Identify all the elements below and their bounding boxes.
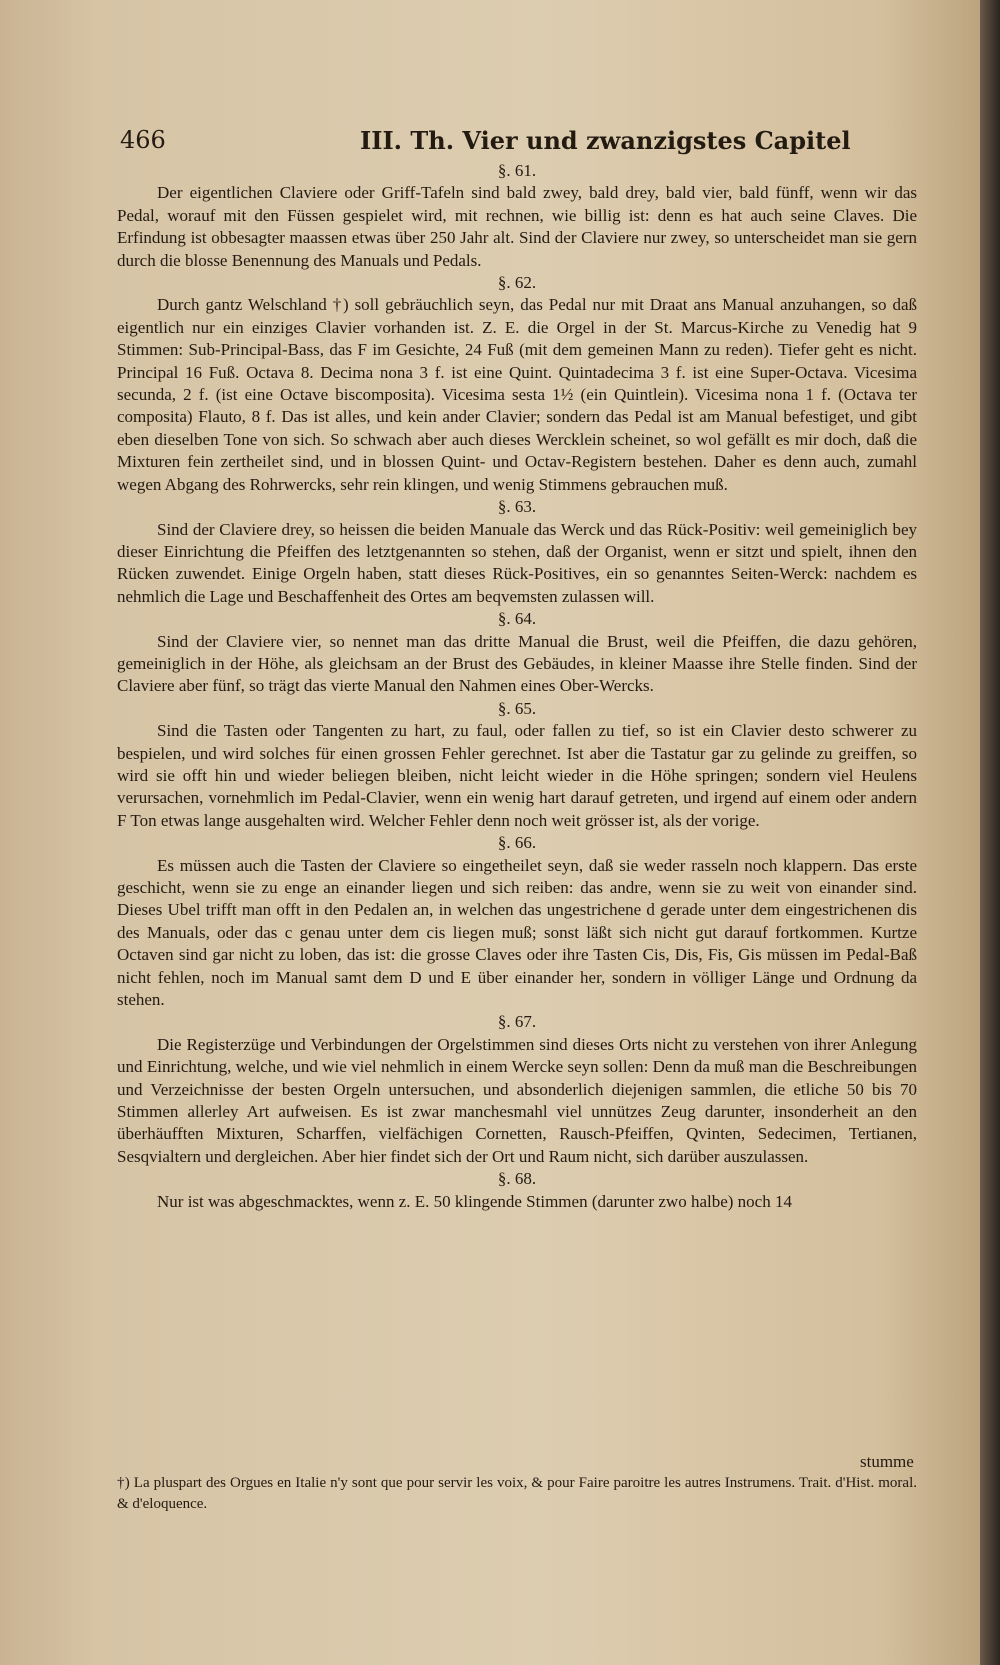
section-heading-61: §. 61. bbox=[497, 161, 537, 180]
paragraph-64: Sind der Claviere vier, so nennet man das dritte Manual die Brust, weil die Pfeiffen, die dazu gehören, gemeiniglich in der Höhe, als gleichsam an der Brust des Gebäudes, in kleiner Maasse ihre Stelle finden. Sind der Claviere aber fünf, so trägt das vierte Manual den Nahmen eines Ober-Wercks. bbox=[117, 631, 917, 696]
paragraph-67: Die Registerzüge und Verbindungen der Orgelstimmen sind dieses Orts nicht zu verstehen von ihrer Anlegung und Einrichtung, welche, und wie viel nehmlich in einem Wercke seyn sollen: Denn da muß man die Beschreibungen und Verzeichnisse der besten Orgeln untersuchen, und absonderlich diejenigen sammlen, die etliche 50 bis 70 Stimmen allerley Art aufweisen. Es ist zwar manchesmahl viel unnützes Zeug darunter, insonderheit an den überhäufften Mixturen, Scharffen, vielfächigen Cornetten, Rausch-Pfeiffen, Qvinten, Sedecimen, Tertianen, Sesqvialtern und dergleichen. Aber hier findet sich der Ort und Raum nicht, sich darüber auszulassen. bbox=[117, 1034, 917, 1166]
main-text bbox=[117, 160, 917, 1213]
paragraph-61: Der eigentlichen Claviere oder Griff-Tafeln sind bald zwey, bald drey, bald vier, bald fünff, wenn wir das Pedal, worauf mit den Füssen gespielet wird, mit rechnen, wie billig ist: denn es hat auch seine Claves. Die Erfindung ist obbesagter maassen etwas über 250 Jahr alt. Sind der Claviere nur zwey, so unterscheidet man sie gern durch die blosse Benennung des Manuals und Pedals. bbox=[117, 183, 917, 270]
paragraph-63: Sind der Claviere drey, so heissen die beiden Manuale das Werck und das Rück-Positiv: weil gemeiniglich bey dieser Einrichtung die Pfeiffen des letztgenannten so stehen, daß der Organist, wenn er sitzt und spielt, ihnen den Rücken zuwendet. Einige Orgeln haben, statt dieses Rück-Positives, ein so genanntes Seiten-Werck: nachdem es nehmlich die Lage und Beschaffenheit des Ortes am beqvemsten zulassen will. bbox=[117, 519, 917, 606]
footnote: †) La pluspart des Orgues en Italie n'y sont que pour servir les voix, & pour Faire paroitre les autres Instrumens. Trait. d'Hist. moral. & d'eloquence. bbox=[117, 1475, 917, 1512]
paragraph-65: Sind die Tasten oder Tangenten zu hart, zu faul, oder fallen zu tief, so ist ein Clavier desto schwerer zu bespielen, und wird solches für einen grossen Fehler gerechnet. Ist aber die Tastatur gar zu gelinde zu greiffen, so wird sie offt hin und wieder beliegen bleiben, nicht leicht wieder in die Höhe springen; sondern viel Heulens verursachen, vornehmlich im Pedal-Clavier, wenn ein wenig hart darauf getreten, und irgend auf einem oder andern F Ton etwas lange ausgehalten wird. Welcher Fehler denn noch weit grösser ist, als der vorige. bbox=[117, 721, 917, 830]
section-heading-64: §. 64. bbox=[497, 609, 537, 629]
paragraph-68: Nur ist was abgeschmacktes, wenn z. E. 50 klingende Stimmen (darunter zwo halbe) noch 14 bbox=[157, 1191, 792, 1211]
catchword: stumme bbox=[860, 1452, 914, 1471]
running-title: III. Th. Vier und zwanzigstes Capitel bbox=[360, 126, 851, 155]
section-heading-65: §. 65. bbox=[497, 698, 537, 718]
section-heading-68: §. 68. bbox=[497, 1169, 537, 1189]
section-heading-62: §. 62. bbox=[497, 273, 537, 293]
section-heading-66: §. 66. bbox=[497, 833, 537, 853]
paragraph-62: Durch gantz Welschland †) soll gebräuchlich seyn, das Pedal nur mit Draat ans Manual anzuhangen, so daß eigentlich nur ein einziges Clavier vorhanden ist. Z. E. die Orgel in der St. Marcus-Kirche zu Venedig hat 9 Stimmen: Sub-Principal-Bass, das F im Gesichte, 24 Fuß (mit dem gemeinen Mann zu reden). Tiefer geht es nicht. Principal 16 Fuß. Octava 8. Decima nona 3 f. ist eine Quint. Quintadecima 3 f. ist eine Super-Octava. Vicesima secunda, 2 f. (ist eine Octave biscomposita). Vicesima sesta 1½ (ein Quintlein). Vicesima nona 1 f. (Octava ter composita) Flauto, 8 f. Das ist alles, und kein ander Clavier; sondern das Pedal ist am Manual befestiget, und gibt eben dieselben Tone von sich. So schwach aber auch dieses Wercklein scheinet, so wol gefällt es mir doch, daß die Mixturen fein zertheilet sind, und in blossen Quint- und Octav-Registern bestehen. Daher es denn auch, zumahl wegen Abgang des Rohrwercks, sehr rein klingen, und wenig Stimmens gebrauchen muß. bbox=[117, 295, 917, 494]
paragraph-66: Es müssen auch die Tasten der Claviere so eingetheilet seyn, daß sie weder rasseln noch klappern. Das erste geschicht, wenn sie zu enge an einander liegen und sich reiben: das andre, wenn sie zu weit von einander sind. Dieses Ubel trifft man offt in den Pedalen an, in welchen das ungestrichene d gerade unter dem eingestrichenen dis des Manuals, oder das c genau unter dem cis liegen muß; sonst läßt sich nicht gut darauf fortkommen. Kurtze Octaven sind gar nicht zu loben, das ist: die grosse Claves oder ihre Tasten Cis, Dis, Fis, Gis müssen im Pedal-Baß nicht fehlen, noch im Manual samt dem D und E über einander her, sondern in völliger Länge und Ordnung da stehen. bbox=[117, 855, 917, 1010]
page-edge-shadow bbox=[980, 0, 1000, 1665]
section-heading-63: §. 63. bbox=[497, 497, 537, 517]
page-header bbox=[120, 122, 851, 158]
section-heading-67: §. 67. bbox=[497, 1012, 537, 1032]
page-number: 466 bbox=[120, 126, 166, 154]
